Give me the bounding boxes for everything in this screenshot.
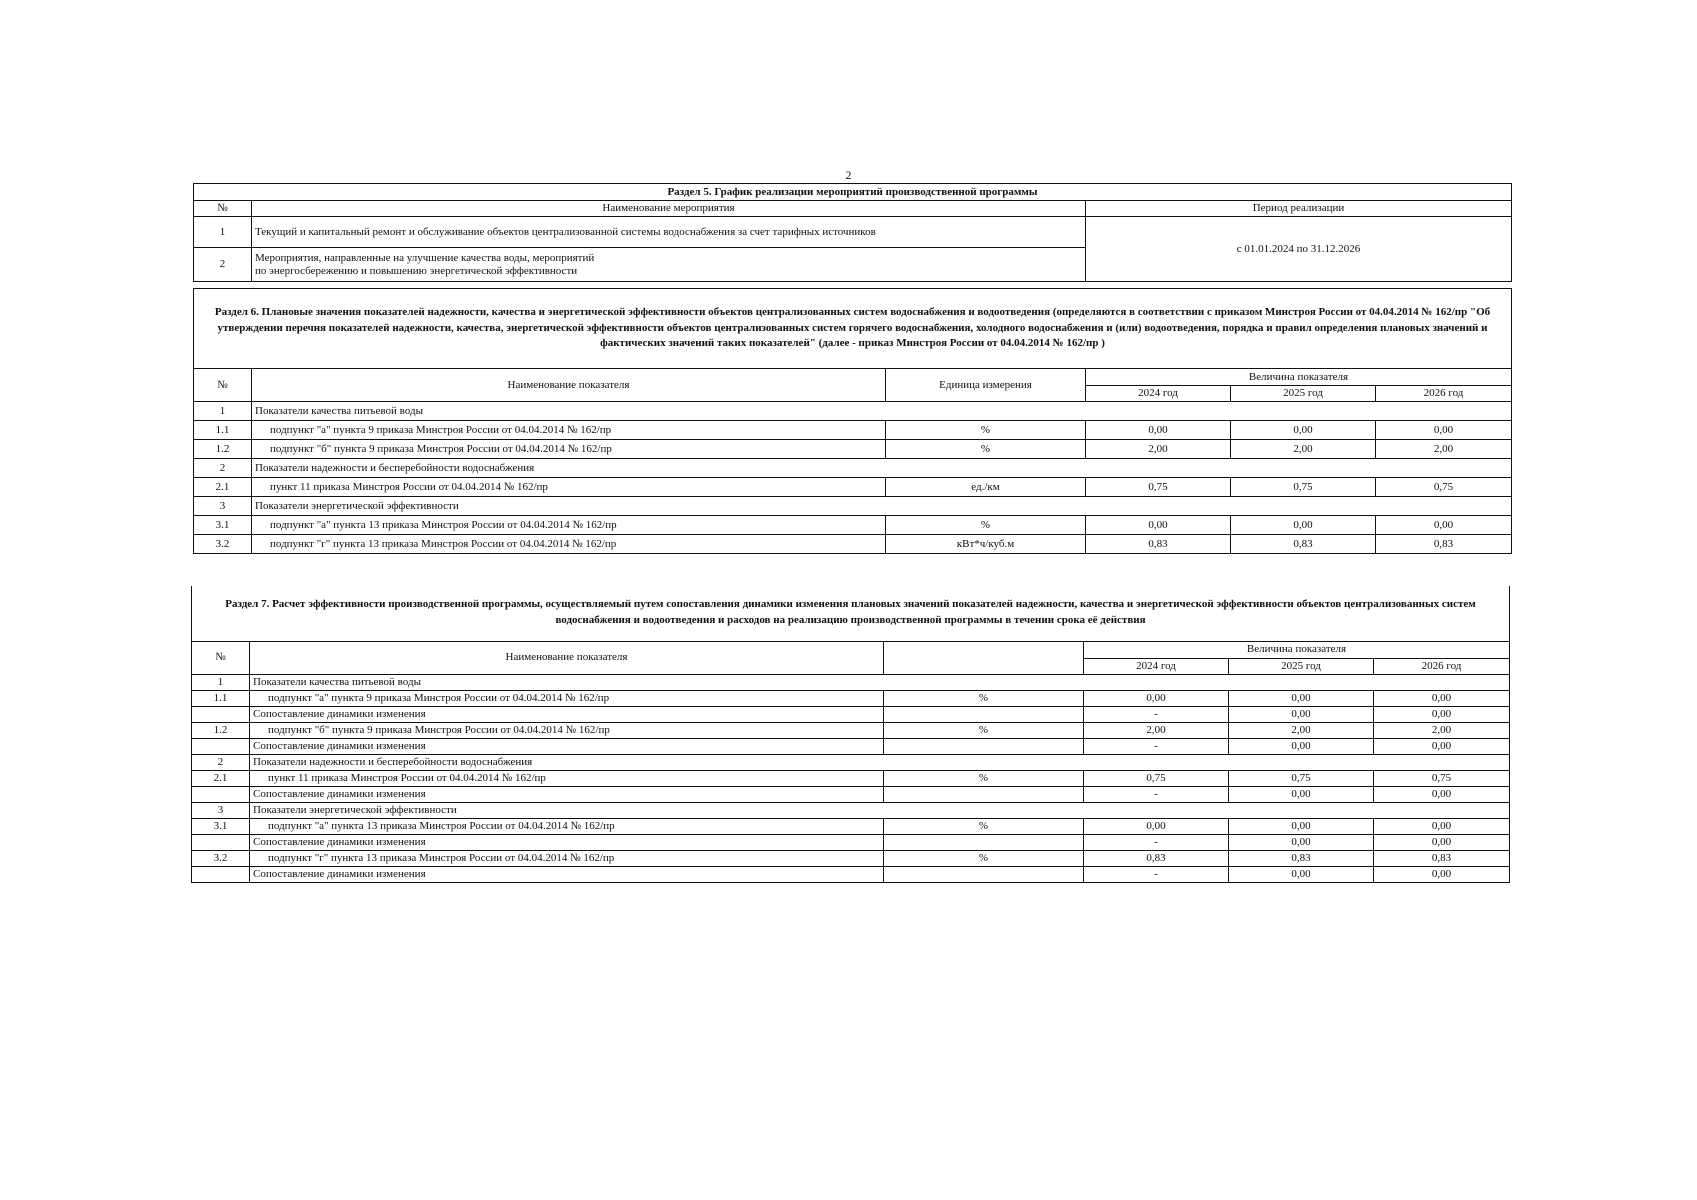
- value-2025: 0,75: [1229, 770, 1374, 786]
- value-2024: 0,83: [1084, 850, 1229, 866]
- row-num: 3: [192, 802, 250, 818]
- event-num: 2: [194, 248, 252, 282]
- value-2026: 0,00: [1376, 421, 1512, 440]
- unit-cell: %: [884, 818, 1084, 834]
- col-header-year-2024: 2024 год: [1084, 658, 1229, 674]
- indicator-name: Сопоставление динамики изменения: [250, 866, 884, 882]
- row-num: 1.1: [192, 690, 250, 706]
- event-period: с 01.01.2024 по 31.12.2026: [1086, 217, 1512, 282]
- row-num: [192, 834, 250, 850]
- unit-cell: [884, 706, 1084, 722]
- event-name-line: по энергосбережению и повышению энергетической эффективности: [255, 264, 578, 277]
- row-num: 1.2: [194, 440, 252, 459]
- value-2025: 0,00: [1229, 866, 1374, 882]
- section6-table: [193, 288, 1512, 554]
- value-2024: 2,00: [1086, 440, 1231, 459]
- section6-body: [194, 402, 1512, 554]
- row-num: 3.2: [194, 535, 252, 554]
- value-2025: 0,83: [1231, 535, 1376, 554]
- value-2024: -: [1084, 738, 1229, 754]
- col-header-year-2025: 2025 год: [1231, 386, 1376, 402]
- row-num: 2.1: [192, 770, 250, 786]
- value-2024: 0,83: [1086, 535, 1231, 554]
- row-num: 2: [192, 754, 250, 770]
- group-row: [194, 497, 1512, 516]
- value-2024: -: [1084, 834, 1229, 850]
- indicator-row: [194, 421, 1512, 440]
- indicator-name: подпункт "а" пункта 13 приказа Минстроя России от 04.04.2014 № 162/пр: [252, 516, 886, 535]
- value-2026: 0,00: [1374, 866, 1510, 882]
- event-name-line: Мероприятия, направленные на улучшение качества воды, мероприятий: [255, 252, 595, 265]
- indicator-row: [194, 516, 1512, 535]
- group-name: Показатели надежности и бесперебойности водоснабжения: [250, 754, 1510, 770]
- value-2025: 0,83: [1229, 850, 1374, 866]
- value-2026: 0,00: [1374, 738, 1510, 754]
- col-header-unit: Единица измерения: [886, 369, 1086, 402]
- value-2024: 0,00: [1084, 818, 1229, 834]
- row-num: 3.2: [192, 850, 250, 866]
- indicator-row: [192, 770, 1510, 786]
- section7-table: [191, 586, 1510, 883]
- unit-cell: ед./км: [886, 478, 1086, 497]
- row-num: 1: [194, 402, 252, 421]
- unit-cell: %: [884, 722, 1084, 738]
- col-header-value: Величина показателя: [1084, 641, 1510, 658]
- event-name: Текущий и капитальный ремонт и обслуживание объектов централизованной системы водоснабжения за счет тарифных источников: [252, 217, 1086, 248]
- value-2026: 0,00: [1374, 834, 1510, 850]
- indicator-name: Сопоставление динамики изменения: [250, 738, 884, 754]
- row-num: [192, 706, 250, 722]
- indicator-row: [194, 440, 1512, 459]
- value-2026: 0,83: [1374, 850, 1510, 866]
- col-header-num: №: [192, 641, 250, 674]
- comparison-row: [192, 786, 1510, 802]
- col-header-year-2026: 2026 год: [1374, 658, 1510, 674]
- section5-title: Раздел 5. График реализации мероприятий производственной программы: [194, 184, 1512, 201]
- group-name: Показатели качества питьевой воды: [252, 402, 1512, 421]
- unit-cell: [884, 834, 1084, 850]
- group-name: Показатели энергетической эффективности: [250, 802, 1510, 818]
- indicator-row: [192, 722, 1510, 738]
- col-header-indicator-name: Наименование показателя: [250, 641, 884, 674]
- row-num: 2: [194, 459, 252, 478]
- group-row: [194, 459, 1512, 478]
- row-num: 2.1: [194, 478, 252, 497]
- row-num: [192, 866, 250, 882]
- value-2024: 2,00: [1084, 722, 1229, 738]
- unit-cell: [884, 866, 1084, 882]
- value-2025: 0,75: [1231, 478, 1376, 497]
- row-num: 3.1: [194, 516, 252, 535]
- value-2025: 0,00: [1231, 516, 1376, 535]
- indicator-name: подпункт "а" пункта 9 приказа Минстроя России от 04.04.2014 № 162/пр: [252, 421, 886, 440]
- unit-cell: %: [886, 421, 1086, 440]
- indicator-row: [194, 535, 1512, 554]
- group-name: Показатели качества питьевой воды: [250, 674, 1510, 690]
- value-2025: 0,00: [1229, 818, 1374, 834]
- value-2024: 0,75: [1084, 770, 1229, 786]
- group-row: [194, 402, 1512, 421]
- event-num: 1: [194, 217, 252, 248]
- row-num: 3: [194, 497, 252, 516]
- col-header-year-2025: 2025 год: [1229, 658, 1374, 674]
- indicator-name: подпункт "г" пункта 13 приказа Минстроя России от 04.04.2014 № 162/пр: [252, 535, 886, 554]
- col-header-value: Величина показателя: [1086, 369, 1512, 386]
- group-row: [192, 674, 1510, 690]
- section6-title: Раздел 6. Плановые значения показателей надежности, качества и энергетической эффективности объектов централизованных систем водоснабжения и водоотведения (определяются в соответствии с приказом Минстроя России от 04.04.2014 № 162/пр "Об утверждении перечня показателей надежности, качества, энергетической эффективности объектов централизованных систем горячего водоснабжения, холодного водоснабжения и (или) водоотведения, порядка и правил определения плановых значений и фактических значений таких показателей" (далее - приказ Минстроя России от 04.04.2014 № 162/пр ): [194, 289, 1512, 369]
- value-2026: 0,75: [1374, 770, 1510, 786]
- section7-body: [192, 674, 1510, 882]
- indicator-name: пункт 11 приказа Минстроя России от 04.04.2014 № 162/пр: [252, 478, 886, 497]
- value-2026: 0,83: [1376, 535, 1512, 554]
- col-header-num: №: [194, 369, 252, 402]
- col-header-num: №: [194, 201, 252, 217]
- row-num: 1: [192, 674, 250, 690]
- unit-cell: [884, 738, 1084, 754]
- value-2026: 0,00: [1376, 516, 1512, 535]
- row-num: 1.1: [194, 421, 252, 440]
- col-header-event-name: Наименование мероприятия: [252, 201, 1086, 217]
- indicator-name: подпункт "г" пункта 13 приказа Минстроя России от 04.04.2014 № 162/пр: [250, 850, 884, 866]
- group-row: [192, 754, 1510, 770]
- value-2026: 2,00: [1376, 440, 1512, 459]
- comparison-row: [192, 834, 1510, 850]
- value-2025: 0,00: [1229, 706, 1374, 722]
- group-name: Показатели энергетической эффективности: [252, 497, 1512, 516]
- comparison-row: [192, 866, 1510, 882]
- indicator-row: [192, 690, 1510, 706]
- value-2024: 0,00: [1086, 516, 1231, 535]
- value-2025: 2,00: [1229, 722, 1374, 738]
- row-num: [192, 738, 250, 754]
- row-num: 1.2: [192, 722, 250, 738]
- unit-cell: %: [884, 850, 1084, 866]
- value-2025: 0,00: [1231, 421, 1376, 440]
- indicator-name: подпункт "б" пункта 9 приказа Минстроя России от 04.04.2014 № 162/пр: [252, 440, 886, 459]
- col-header-year-2026: 2026 год: [1376, 386, 1512, 402]
- value-2026: 2,00: [1374, 722, 1510, 738]
- col-header-year-2024: 2024 год: [1086, 386, 1231, 402]
- value-2024: 0,00: [1084, 690, 1229, 706]
- value-2024: 0,00: [1086, 421, 1231, 440]
- value-2026: 0,00: [1374, 706, 1510, 722]
- indicator-name: пункт 11 приказа Минстроя России от 04.04.2014 № 162/пр: [250, 770, 884, 786]
- row-num: 3.1: [192, 818, 250, 834]
- unit-cell: кВт*ч/куб.м: [886, 535, 1086, 554]
- value-2025: 0,00: [1229, 738, 1374, 754]
- value-2024: 0,75: [1086, 478, 1231, 497]
- value-2025: 2,00: [1231, 440, 1376, 459]
- unit-cell: %: [886, 516, 1086, 535]
- row-num: [192, 786, 250, 802]
- unit-cell: [884, 786, 1084, 802]
- indicator-row: [192, 850, 1510, 866]
- comparison-row: [192, 706, 1510, 722]
- value-2025: 0,00: [1229, 834, 1374, 850]
- value-2026: 0,75: [1376, 478, 1512, 497]
- indicator-name: подпункт "а" пункта 9 приказа Минстроя России от 04.04.2014 № 162/пр: [250, 690, 884, 706]
- value-2026: 0,00: [1374, 786, 1510, 802]
- group-row: [192, 802, 1510, 818]
- value-2024: -: [1084, 706, 1229, 722]
- indicator-name: Сопоставление динамики изменения: [250, 706, 884, 722]
- value-2024: -: [1084, 786, 1229, 802]
- indicator-name: подпункт "а" пункта 13 приказа Минстроя России от 04.04.2014 № 162/пр: [250, 818, 884, 834]
- col-header-unit: [884, 641, 1084, 674]
- event-name: [252, 248, 1086, 282]
- value-2025: 0,00: [1229, 786, 1374, 802]
- unit-cell: %: [884, 770, 1084, 786]
- indicator-row: [192, 818, 1510, 834]
- col-header-period: Период реализации: [1086, 201, 1512, 217]
- page-number: 2: [845, 168, 852, 182]
- unit-cell: %: [886, 440, 1086, 459]
- value-2025: 0,00: [1229, 690, 1374, 706]
- indicator-name: Сопоставление динамики изменения: [250, 786, 884, 802]
- indicator-name: Сопоставление динамики изменения: [250, 834, 884, 850]
- value-2026: 0,00: [1374, 690, 1510, 706]
- group-name: Показатели надежности и бесперебойности водоснабжения: [252, 459, 1512, 478]
- unit-cell: %: [884, 690, 1084, 706]
- indicator-name: подпункт "б" пункта 9 приказа Минстроя России от 04.04.2014 № 162/пр: [250, 722, 884, 738]
- comparison-row: [192, 738, 1510, 754]
- col-header-indicator-name: Наименование показателя: [252, 369, 886, 402]
- section7-title: Раздел 7. Расчет эффективности производственной программы, осуществляемый путем сопоставления динамики изменения плановых значений показателей надежности, качества и энергетической эффективности объектов централизованных систем водоснабжения и водоотведения и расходов на реализацию производственной программы в течении срока её действия: [192, 586, 1510, 641]
- value-2026: 0,00: [1374, 818, 1510, 834]
- indicator-row: [194, 478, 1512, 497]
- value-2024: -: [1084, 866, 1229, 882]
- section5-table: [193, 183, 1512, 282]
